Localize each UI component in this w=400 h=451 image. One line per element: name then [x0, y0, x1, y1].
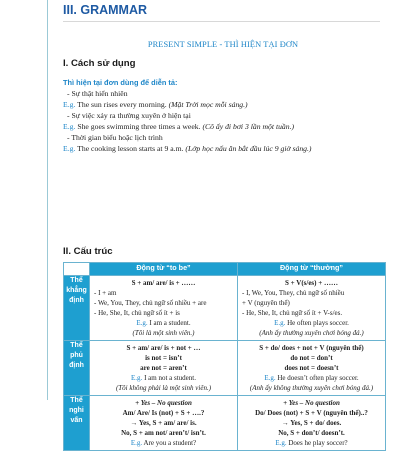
- example: E.g. He doesn’t often play soccer.: [264, 374, 359, 382]
- example: E.g. I am not a student.: [131, 374, 196, 382]
- structure-table: [63, 262, 386, 451]
- example-text: She goes swimming three times a week.: [75, 122, 203, 131]
- verb-interrogative-cell: [238, 396, 386, 451]
- example-translation: (Cô ấy đi bơi 3 lần một tuần.): [202, 122, 295, 131]
- table-row-interrogative: [64, 396, 386, 451]
- to-be-affirmative-cell: [90, 276, 238, 341]
- rule-line: - I + am: [94, 289, 117, 297]
- translation: (Tôi là một sinh viên.): [132, 329, 195, 337]
- usage-bullet: - Sự việc xảy ra thường xuyên ở hiện tại: [67, 111, 191, 120]
- usage-section: [63, 77, 393, 154]
- lesson-title: PRESENT SIMPLE - THÌ HIỆN TẠI ĐƠN: [147, 40, 299, 49]
- row-label-negative: Thể phủ định: [64, 341, 90, 396]
- example-translation: (Mặt Trời mọc mỗi sáng.): [168, 100, 248, 109]
- example-text: The cooking lesson starts at 9 a.m.: [75, 144, 186, 153]
- contraction: does not = doesn’t: [284, 364, 339, 372]
- table-corner: [64, 263, 90, 276]
- table-row-affirmative: [64, 276, 386, 341]
- usage-bullet: - Sự thật hiển nhiên: [67, 89, 128, 98]
- usage-example: [63, 143, 393, 154]
- translation: (Anh ấy không thường xuyên chơi bóng đá.): [249, 384, 374, 392]
- rule-line: - We, You, They, chủ ngữ số nhiều + are: [94, 299, 207, 307]
- table-row-negative: [64, 341, 386, 396]
- to-be-interrogative-cell: [90, 396, 238, 451]
- example: E.g. He often plays soccer.: [274, 319, 349, 327]
- example: E.g. I am a student.: [136, 319, 191, 327]
- translation: (Anh ấy thường xuyên chơi bóng đá.): [259, 329, 364, 337]
- formula: S + V(s/es) + ……: [285, 279, 338, 287]
- answer-yes: → Yes, S + do/ does.: [281, 419, 342, 427]
- formula: S + am/ are/ is + ……: [131, 279, 196, 287]
- usage-bullet: - Thời gian biểu hoặc lịch trình: [67, 133, 163, 142]
- answer-no: No, S + don’t/ doesn’t.: [278, 429, 345, 437]
- rule-line: - He, She, It, chủ ngữ số ít + is: [94, 309, 180, 317]
- contraction: is not = isn’t: [145, 354, 182, 362]
- example: E.g. Are you a student?: [130, 439, 197, 447]
- formula: S + am/ are/ is + not + …: [126, 344, 201, 352]
- answer-no: No, S + am not/ aren’t/ isn’t.: [121, 429, 206, 437]
- question-type: + Yes – No question: [283, 399, 340, 407]
- rule-line: - He, She, It, chủ ngữ số ít + V-s/es.: [242, 309, 343, 317]
- verb-affirmative-cell: [238, 276, 386, 341]
- usage-intro: Thì hiện tại đơn dùng để diễn tả:: [63, 78, 178, 87]
- row-label-interrogative: Thể nghi vấn: [64, 396, 90, 451]
- title-divider: [63, 21, 380, 22]
- section-title: III. GRAMMAR: [63, 3, 148, 17]
- question-type: + Yes – No question: [135, 399, 192, 407]
- column-header-verb: Động từ “thường”: [238, 263, 386, 276]
- rule-line: + V (nguyên thể): [242, 299, 290, 307]
- structure-heading: II. Cấu trúc: [63, 246, 113, 257]
- to-be-negative-cell: [90, 341, 238, 396]
- question-formula: Am/ Are/ Is (not) + S + ….?: [122, 409, 205, 417]
- example: E.g. Does he play soccer?: [275, 439, 348, 447]
- usage-example: [63, 99, 393, 110]
- formula: S + do/ does + not + V (nguyên thể): [259, 344, 364, 352]
- eg-label: E.g.: [63, 100, 76, 109]
- example-translation: (Lớp học nấu ăn bắt đầu lúc 9 giờ sáng.): [185, 144, 312, 153]
- translation: (Tôi không phải là một sinh viên.): [115, 384, 212, 392]
- usage-example: [63, 121, 393, 132]
- verb-negative-cell: [238, 341, 386, 396]
- contraction: do not = don’t: [290, 354, 333, 362]
- eg-label: E.g.: [63, 122, 76, 131]
- row-label-affirmative: Thể khẳng định: [64, 276, 90, 341]
- usage-heading: I. Cách sử dụng: [63, 58, 136, 69]
- page-margin-rule: [47, 0, 48, 400]
- contraction: are not = aren’t: [140, 364, 187, 372]
- answer-yes: → Yes, S + am/ are/ is.: [130, 419, 197, 427]
- rule-line: - I, We, You, They, chủ ngữ số nhiều: [242, 289, 345, 297]
- question-formula: Do/ Does (not) + S + V (nguyên thể)..?: [255, 409, 368, 417]
- column-header-to-be: Động từ “to be”: [90, 263, 238, 276]
- eg-label: E.g.: [63, 144, 76, 153]
- example-text: The sun rises every morning.: [75, 100, 169, 109]
